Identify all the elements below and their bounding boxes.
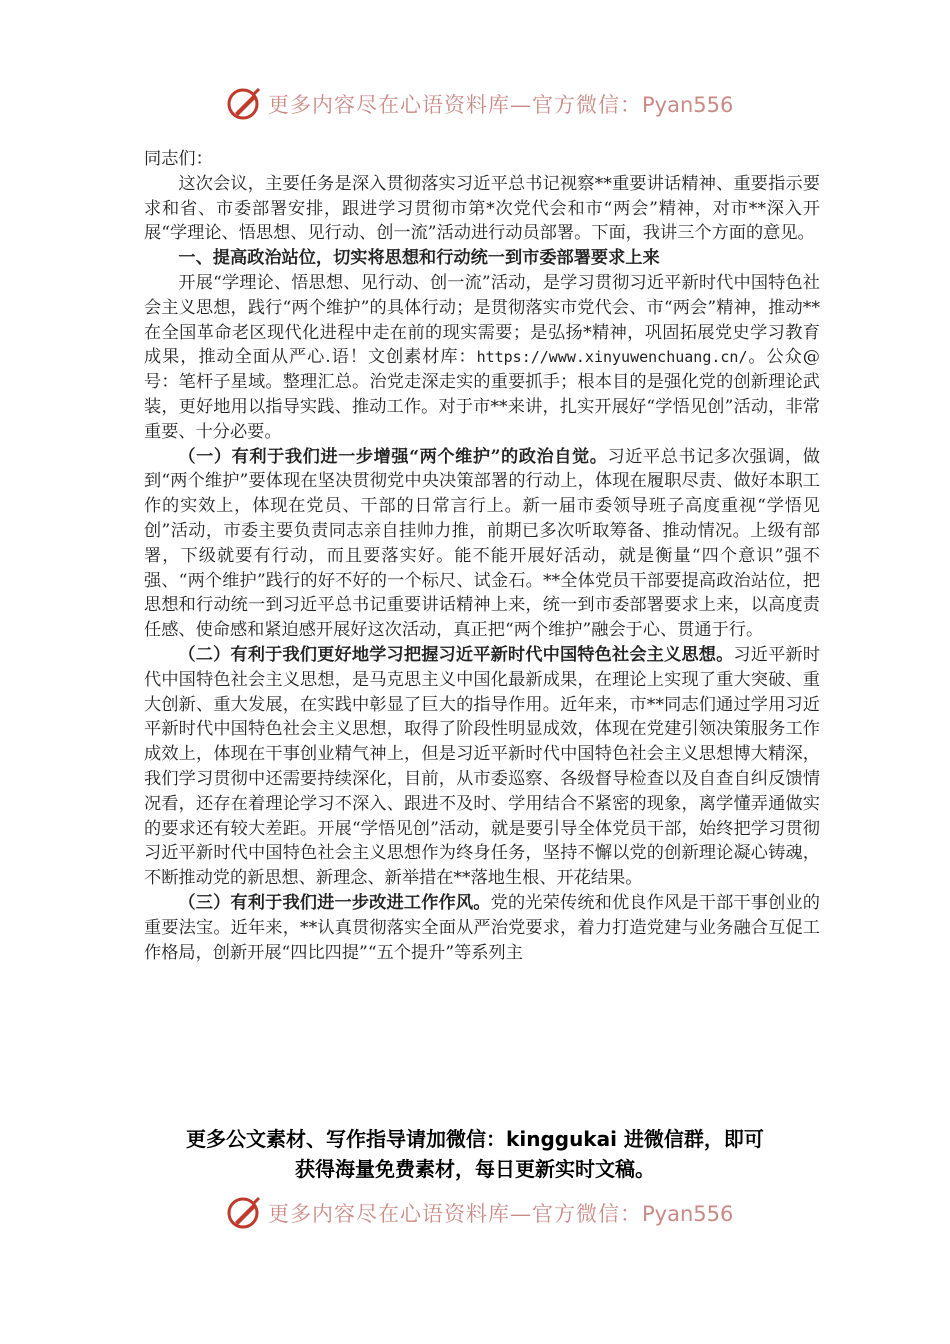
- subsection1-paragraph: （一）有利于我们进一步增强“两个维护”的政治自觉。习近平总书记多次强调，做到“两个维护”要体现在坚决贯彻党中央决策部署的行动上，体现在履职尽责、做好本职工作的实效上，体现在党员、干部的日常言行上。新一届市委领导班子高度重视“学悟见创”活动，市委主要负责同志亲自挂帅力推，前期已多次听取筹备、推动情况。上级有部署，下级就要有行动，而且要落实好。能不能开展好活动，就是衡量“四个意识”强不强、“两个维护”践行的好不好的一个标尺、试金石。**全体党员干部要提高政治站位，把思想和行动统一到习近平总书记重要讲话精神上来，统一到市委部署要求上来，以高度责任感、使命感和紧迫感开展好这次活动，真正把“两个维护”融会于心、贯通于行。: [144, 446, 820, 641]
- promo-notice: [0, 1124, 950, 1184]
- subsection1-heading: （一）有利于我们进一步增强“两个维护”的政治自觉。: [178, 446, 608, 467]
- subsection3-heading: （三）有利于我们进一步改进工作作风。: [178, 892, 491, 913]
- banner-text: 更多内容尽在心语资料库—官方微信：Pyan556: [268, 1202, 734, 1226]
- pen-logo-icon: [226, 1195, 262, 1231]
- intro-paragraph: 这次会议，主要任务是深入贯彻落实习近平总书记视察**重要讲话精神、重要指示要求和省、市委部署安排，跟进学习贯彻市第*次党代会和市“两会”精神，对市**深入开展“学理论、悟思想、见行动、创一流”活动进行动员部署。下面，我讲三个方面的意见。: [144, 173, 820, 244]
- section1-paragraph: 开展“学理论、悟思想、见行动、创一流”活动，是学习贯彻习近平新时代中国特色社会主义思想，践行“两个维护”的具体行动；是贯彻落实市党代会、市“两会”精神，推动**在全国革命老区现代化进程中走在前的现实需要；是弘扬*精神，巩固拓展党史学习教育成果，推动全面从严心.语！文创素材库：https://www.xinyuwenchuang.cn/。公众@号：笔杆子星域。整理汇总。治党走深走实的重要抓手；根本目的是强化党的创新理论武装，更好地用以指导实践、推动工作。对于市**来讲，扎实开展好“学悟见创”活动，非常重要、十分必要。: [144, 272, 820, 442]
- subsection2-heading: （二）有利于我们更好地学习把握习近平新时代中国特色社会主义思想。: [178, 644, 734, 665]
- footer-banner: [226, 1193, 733, 1233]
- promo-line-2: 获得海量免费素材，每日更新实时文稿。: [295, 1157, 655, 1181]
- section1-heading: 一、提高政治站位，切实将思想和行动统一到市委部署要求上来: [178, 248, 660, 269]
- source-url: https://www.xinyuwenchuang.cn/: [476, 348, 748, 367]
- subsection3-paragraph: （三）有利于我们进一步改进工作作风。党的光荣传统和优良作风是干部干事创业的重要法宝。近年来，**认真贯彻落实全面从严治党要求，着力打造党建与业务融合互促工作格局，创新开展“四比四提”“五个提升”等系列主: [144, 892, 820, 963]
- subsection2-paragraph: （二）有利于我们更好地学习把握习近平新时代中国特色社会主义思想。习近平新时代中国特色社会主义思想，是马克思主义中国化最新成果，在理论上实现了重大突破、重大创新、重大发展，在实践中彰显了巨大的指导作用。近年来，市**同志们通过学用习近平新时代中国特色社会主义思想，取得了阶段性明显成效，体现在党建引领决策服务工作成效上，体现在干事创业精气神上，但是习近平新时代中国特色社会主义思想博大精深，我们学习贯彻中还需要持续深化，目前，从市委巡察、各级督导检查以及自查自纠反馈情况看，还存在着理论学习不深入、跟进不及时、学用结合不紧密的现象，离学懂弄通做实的要求还有较大差距。开展“学悟见创”活动，就是要引导全体党员干部，始终把学习贯彻习近平新时代中国特色社会主义思想作为终身任务，坚持不懈以党的创新理论凝心铸魂，不断推动党的新思想、新理念、新举措在**落地生根、开花结果。: [144, 644, 820, 889]
- header-banner: [226, 84, 733, 124]
- banner-text: 更多内容尽在心语资料库—官方微信：Pyan556: [268, 93, 734, 117]
- salutation: 同志们：: [144, 149, 213, 169]
- document-body: [144, 147, 820, 965]
- pen-logo-icon: [226, 86, 262, 122]
- promo-line-1: 更多公文素材、写作指导请加微信：kinggukai 进微信群，即可: [186, 1127, 764, 1151]
